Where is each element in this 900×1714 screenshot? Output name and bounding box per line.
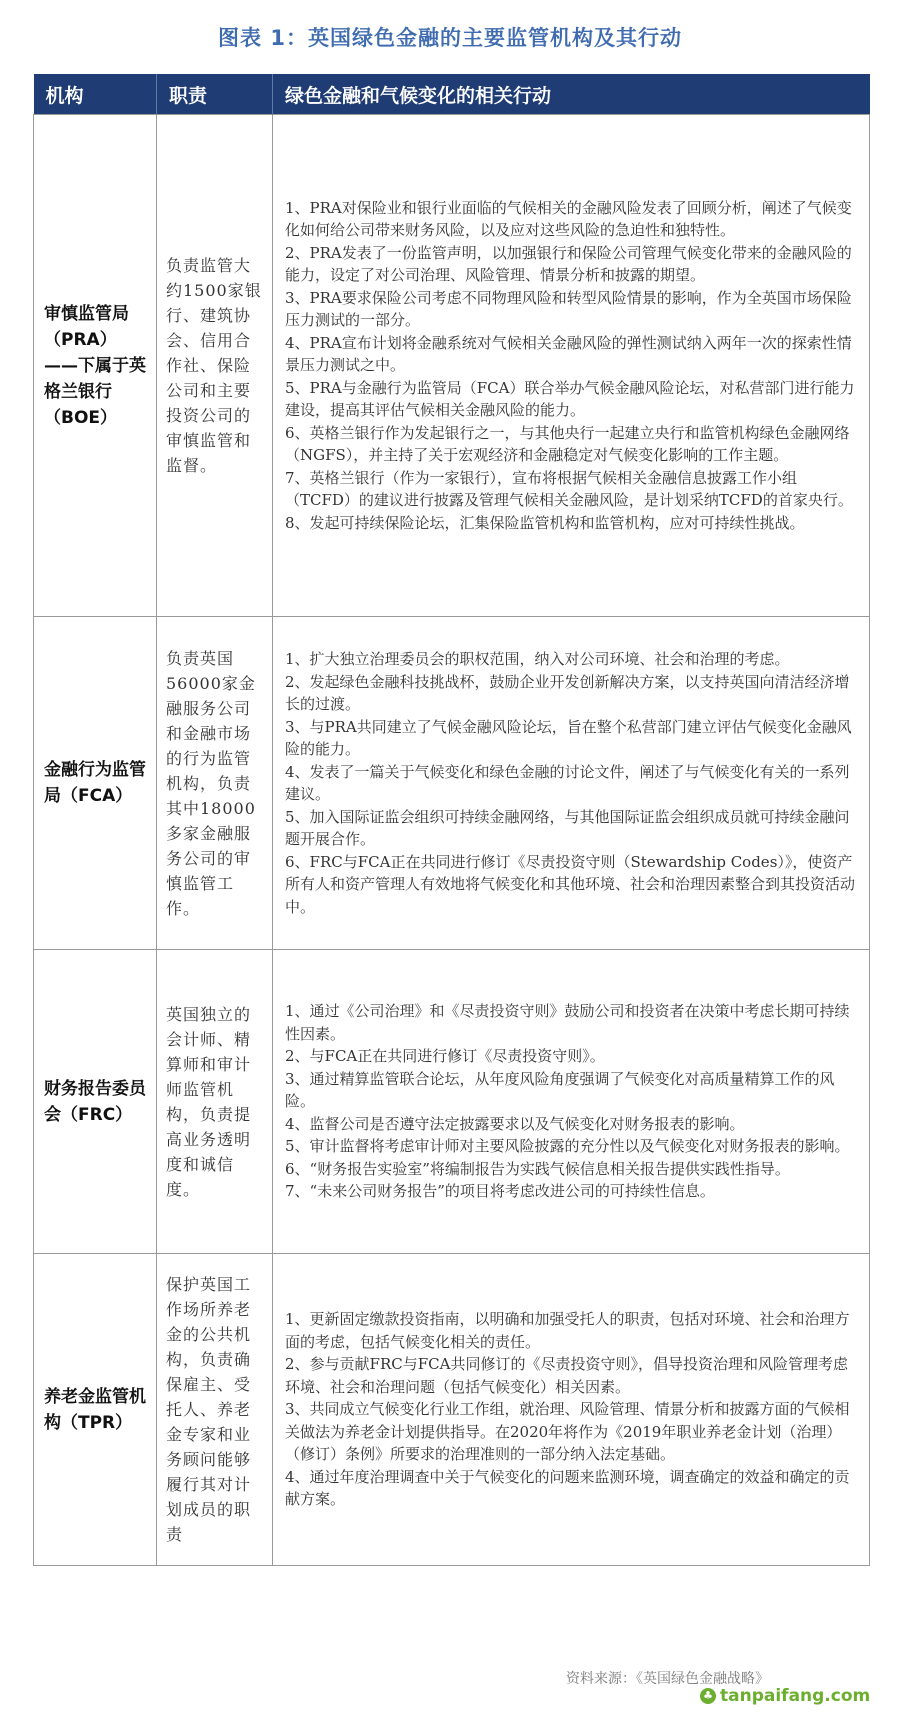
action-item: 3、与PRA共同建立了气候金融风险论坛，旨在整个私营部门建立评估气候变化金融风险的能力。 xyxy=(285,717,852,758)
action-item: 6、FRC与FCA正在共同进行修订《尽责投资守则（Stewardship Codes）》，使资产所有人和资产管理人有效地将气候变化和其他环境、社会和治理因素整合到其投资活动中。 xyxy=(285,852,856,916)
action-item: 6、英格兰银行作为发起银行之一，与其他央行一起建立央行和监管机构绿色金融网络（NGFS），并主持了关于宏观经济和金融稳定对气候变化影响的工作主题。 xyxy=(285,423,850,465)
duty-cell: 负责英国56000家金融服务公司和金融市场的行为监管机构，负责其中18000多家金融服务公司的审慎监管工作。 xyxy=(157,617,273,950)
action-item: 3、共同成立气候变化行业工作组，就治理、风险管理、情景分析和披露方面的气候相关做法为养老金计划提供指导。在2020年将作为《2019年职业养老金计划（治理）（修订）条例》所要求的治理准则的一部分纳入法定基础。 xyxy=(285,1400,850,1464)
site-watermark[interactable] xyxy=(700,1686,870,1706)
org-cell: 财务报告委员会（FRC） xyxy=(34,950,157,1254)
action-item: 2、与FCA正在共同进行修订《尽责投资守则》。 xyxy=(285,1047,605,1066)
action-item: 4、发表了一篇关于气候变化和绿色金融的讨论文件，阐述了与气候变化有关的一系列建议。 xyxy=(285,762,850,803)
action-item: 4、通过年度治理调查中关于气候变化的问题来监测环境，调查确定的效益和确定的贡献方案。 xyxy=(285,1467,850,1509)
duty-cell: 英国独立的会计师、精算师和审计师监管机构，负责提高业务透明度和诚信度。 xyxy=(157,950,273,1254)
action-item: 4、PRA宣布计划将金融系统对气候相关金融风险的弹性测试纳入两年一次的探索性情景压力测试之中。 xyxy=(285,333,852,375)
watermark-text: tanpaifang.com xyxy=(720,1686,871,1706)
duty-cell: 负责监管大约1500家银行、建筑协会、信用合作社、保险公司和主要投资公司的审慎监管和监督。 xyxy=(157,115,273,617)
table-row xyxy=(34,950,870,1254)
table-row xyxy=(34,1254,870,1566)
source-note: 资料来源：《英国绿色金融战略》 xyxy=(566,1671,769,1687)
actions-cell xyxy=(273,950,870,1254)
actions-cell xyxy=(273,115,870,617)
table-row xyxy=(34,115,870,617)
table-row xyxy=(34,617,870,950)
action-item: 8、发起可持续保险论坛，汇集保险监管机构和监管机构，应对可持续性挑战。 xyxy=(285,513,805,532)
regulators-table xyxy=(33,74,870,1566)
actions-cell xyxy=(273,617,870,950)
action-item: 7、“未来公司财务报告”的项目将考虑改进公司的可持续性信息。 xyxy=(285,1182,715,1201)
header-actions: 绿色金融和气候变化的相关行动 xyxy=(273,74,870,115)
action-item: 6、“财务报告实验室”将编制报告为实践气候信息相关报告提供实践性指导。 xyxy=(285,1159,790,1178)
action-item: 3、通过精算监管联合论坛，从年度风险角度强调了气候变化对高质量精算工作的风险。 xyxy=(285,1069,835,1111)
org-cell: 金融行为监管局（FCA） xyxy=(34,617,157,950)
action-item: 4、监督公司是否遵守法定披露要求以及气候变化对财务报表的影响。 xyxy=(285,1114,745,1133)
header-org: 机构 xyxy=(34,74,157,115)
action-item: 7、英格兰银行（作为一家银行），宣布将根据气候相关金融信息披露工作小组（TCFD）的建议进行披露及管理气候相关金融风险，是计划采纳TCFD的首家央行。 xyxy=(285,468,853,510)
table-header-row xyxy=(34,74,870,115)
action-item: 5、审计监督将考虑审计师对主要风险披露的充分性以及气候变化对财务报表的影响。 xyxy=(285,1137,850,1156)
header-duty: 职责 xyxy=(157,74,273,115)
duty-cell: 保护英国工作场所养老金的公共机构，负责确保雇主、受托人、养老金专家和业务顾问能够履行其对计划成员的职责 xyxy=(157,1254,273,1566)
org-cell: 养老金监管机构（TPR） xyxy=(34,1254,157,1566)
figure-title: 图表 1：英国绿色金融的主要监管机构及其行动 xyxy=(218,26,682,50)
action-item: 2、参与贡献FRC与FCA共同修订的《尽责投资守则》，倡导投资治理和风险管理考虑环境、社会和治理问题（包括气候变化）相关因素。 xyxy=(285,1355,848,1396)
action-item: 2、发起绿色金融科技挑战杯，鼓励企业开发创新解决方案，以支持英国向清洁经济增长的过渡。 xyxy=(285,672,850,713)
leaf-icon: ♣ xyxy=(700,1688,716,1704)
action-item: 3、PRA要求保险公司考虑不同物理风险和转型风险情景的影响，作为全英国市场保险压力测试的一部分。 xyxy=(285,288,852,330)
org-cell: 审慎监管局（PRA）——下属于英格兰银行（BOE） xyxy=(34,115,157,617)
actions-cell xyxy=(273,1254,870,1566)
action-item: 2、PRA发表了一份监管声明，以加强银行和保险公司管理气候变化带来的金融风险的能力，设定了对公司治理、风险管理、情景分析和披露的期望。 xyxy=(285,243,852,285)
action-item: 1、PRA对保险业和银行业面临的气候相关的金融风险发表了回顾分析，阐述了气候变化如何给公司带来财务风险，以及应对这些风险的急迫性和独特性。 xyxy=(285,198,852,240)
action-item: 1、更新固定缴款投资指南，以明确和加强受托人的职责，包括对环境、社会和治理方面的考虑，包括气候变化相关的责任。 xyxy=(285,1310,850,1351)
action-item: 5、PRA与金融行为监管局（FCA）联合举办气候金融风险论坛，对私营部门进行能力建设，提高其评估气候相关金融风险的能力。 xyxy=(285,378,855,420)
action-item: 5、加入国际证监会组织可持续金融网络，与其他国际证监会组织成员就可持续金融问题开展合作。 xyxy=(285,807,850,848)
action-item: 1、通过《公司治理》和《尽责投资守则》鼓励公司和投资者在决策中考虑长期可持续性因素。 xyxy=(285,1002,850,1043)
action-item: 1、扩大独立治理委员会的职权范围，纳入对公司环境、社会和治理的考虑。 xyxy=(285,650,790,668)
